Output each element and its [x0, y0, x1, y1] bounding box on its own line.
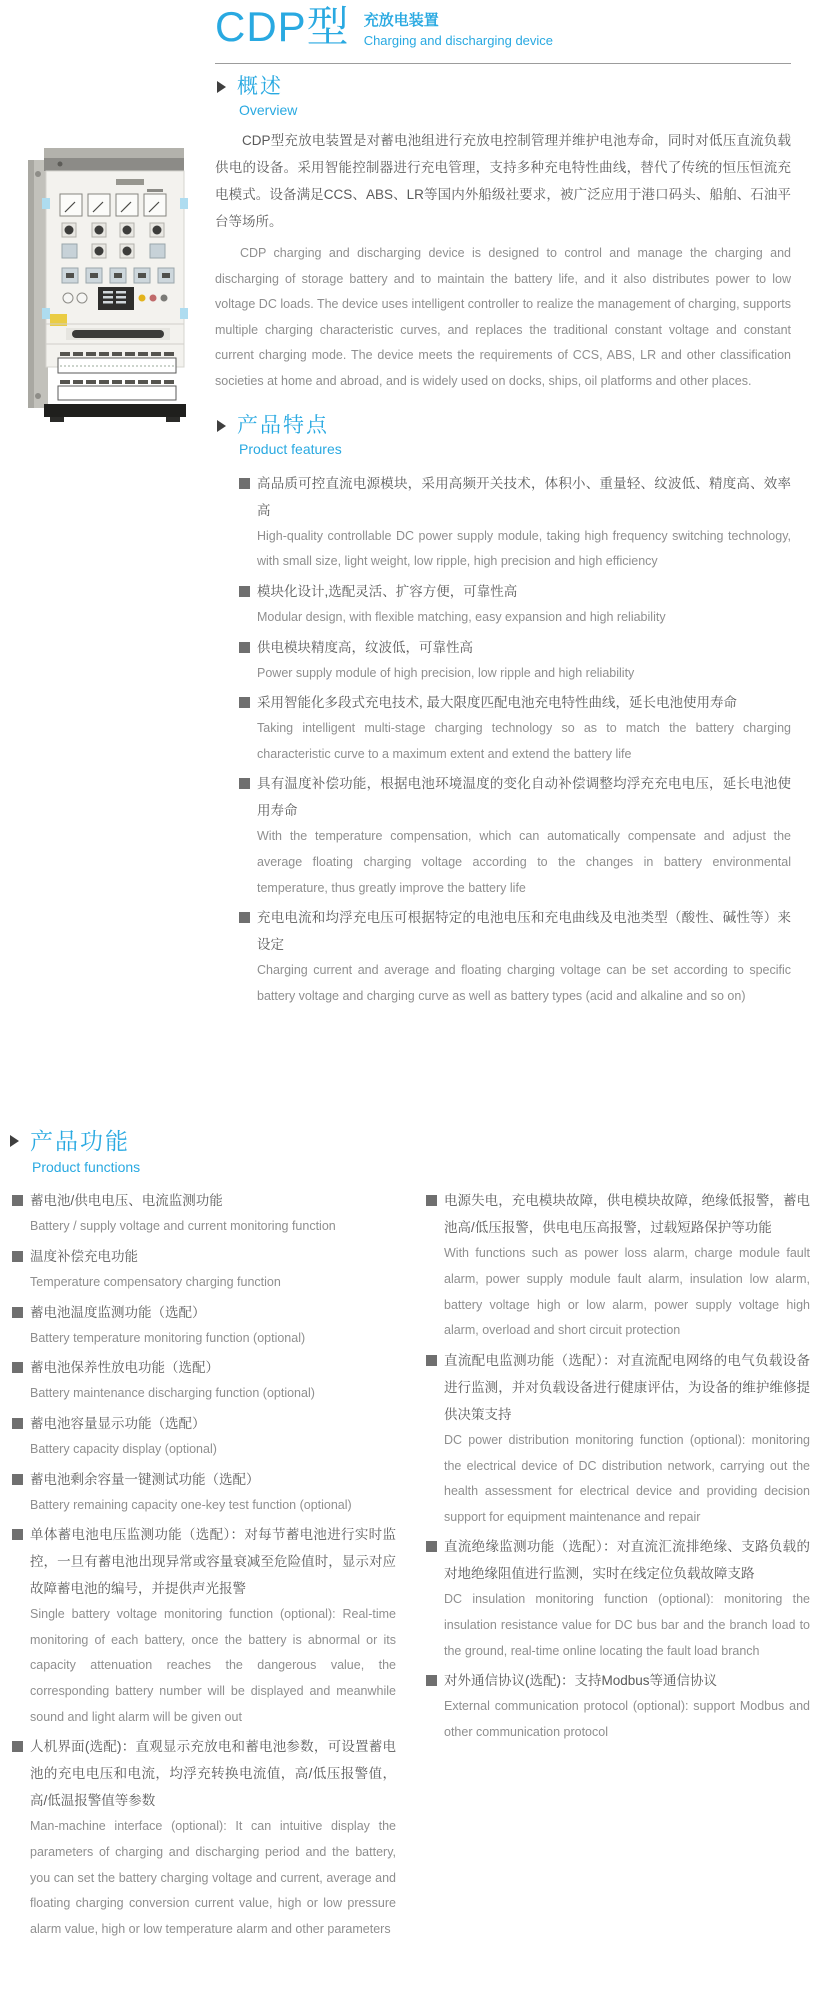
list-item-body — [30, 1521, 396, 1730]
square-bullet-icon — [426, 1541, 437, 1552]
square-bullet-icon — [12, 1195, 23, 1206]
product-title-block — [364, 12, 553, 49]
list-item-text-zh: 直流配电监测功能（选配）：对直流配电网络的电气负载设备进行监测，并对负载设备进行健康评估，为设备的维护维修提供决策支持 — [444, 1352, 810, 1422]
list-item — [12, 1521, 396, 1730]
list-item-text-zh: 直流绝缘监测功能（选配）：对直流汇流排绝缘、支路负载的对地绝缘阻值进行监测，实时在线定位负载故障支路 — [444, 1539, 810, 1582]
list-item-text-zh: 蓄电池保养性放电功能（选配） — [30, 1360, 219, 1376]
features-heading-en: Product features — [239, 440, 342, 457]
overview-paragraph-en: CDP charging and discharging device is designed to control and manage the charging and discharging of storage battery and to maintain the battery life, and it also distributes power to low voltage DC loads. The device uses intelligent controller to realize the management of charging, supports multiple charging characteristic curves, and replaces the traditional constant voltage and constant current charging mode. The device meets the requirements of CCS, ABS, LR and other classification societies at home and abroad, and is widely used on docks, ships, oil platforms and other places. — [215, 245, 791, 389]
list-item — [12, 1243, 396, 1296]
list-item-body — [444, 1187, 810, 1344]
list-item-text-en: Battery / supply voltage and current monitoring function — [30, 1219, 336, 1234]
list-item-text-en: Battery capacity display (optional) — [30, 1441, 217, 1456]
list-item-text-en: Taking intelligent multi-stage charging technology so as to match the battery charging characteristic curve to a maximum extent and extend the battery life — [257, 721, 791, 761]
product-model: CDP型 — [215, 3, 350, 50]
list-item-text-zh: 供电模块精度高，纹波低，可靠性高 — [257, 639, 473, 655]
cabinet-illustration — [20, 110, 190, 424]
product-title-en: Charging and discharging device — [363, 33, 554, 48]
triangle-right-icon — [217, 420, 226, 432]
list-item — [239, 470, 791, 575]
list-item-body — [257, 689, 791, 767]
list-item-text-zh: 人机界面(选配)：直观显示充放电和蓄电池参数，可设置蓄电池的充电电压和电流，均浮充转换电流值，高/低压报警值，高/低温报警值等参数 — [30, 1739, 396, 1809]
list-item — [239, 904, 791, 1009]
square-bullet-icon — [239, 478, 250, 489]
list-item-text-zh: 单体蓄电池电压监测功能（选配）：对每节蓄电池进行实时监控，一旦有蓄电池出现异常或容量衰减至危险值时，显示对应故障蓄电池的编号，并提供声光报警 — [30, 1527, 396, 1597]
list-item-body — [30, 1243, 396, 1296]
list-item-text-zh: 模块化设计,选配灵活、扩容方便，可靠性高 — [257, 583, 518, 599]
square-bullet-icon — [12, 1741, 23, 1752]
list-item-text-zh: 电源失电，充电模块故障，供电模块故障，绝缘低报警，蓄电池高/低压报警，供电电压高报警，过载短路保护等功能 — [444, 1193, 810, 1236]
list-item — [12, 1466, 396, 1519]
list-item — [239, 770, 791, 901]
list-item-text-zh: 蓄电池剩余容量一键测试功能（选配） — [30, 1471, 260, 1487]
square-bullet-icon — [12, 1474, 23, 1485]
list-item-text-en: Power supply module of high precision, low ripple and high reliability — [257, 665, 635, 680]
square-bullet-icon — [239, 586, 250, 597]
top-text-column — [215, 74, 791, 1010]
list-item-text-zh: 充电电流和均浮充电压可根据特定的电池电压和充电曲线及电池类型（酸性、碱性等）来设定 — [257, 910, 791, 953]
functions-section — [8, 1128, 820, 1942]
list-item-text-en: Single battery voltage monitoring function (optional): Real-time monitoring of each battery, once the battery is abnormal or its capacity attenuation reaches the dangerous value, the corresponding battery number will be displayed and meanwhile sound and light alarm will be given out — [30, 1607, 396, 1724]
list-item — [239, 578, 791, 631]
functions-list-right — [426, 1187, 810, 1745]
list-item — [426, 1347, 810, 1531]
square-bullet-icon — [426, 1195, 437, 1206]
overview-heading-zh: 概述 — [237, 75, 283, 98]
list-item-text-en: High-quality controllable DC power supply module, taking high frequency switching technology, with small size, light weight, low ripple, high precision and high efficiency — [257, 528, 791, 569]
list-item-text-en: Man-machine interface (optional): It can intuitive display the parameters of charging and discharging period and the battery, you can set the battery charging voltage and current, average and floating charging conversion current value, high or low pressure alarm value, high or low temperature alarm and other parameters — [30, 1819, 396, 1936]
list-item-text-zh: 蓄电池温度监测功能（选配） — [30, 1304, 206, 1320]
functions-list-left — [12, 1187, 396, 1942]
square-bullet-icon — [426, 1675, 437, 1686]
list-item — [12, 1354, 396, 1407]
overview-paragraph-zh: CDP型充放电装置是对蓄电池组进行充放电控制管理并维护电池寿命，同时对低压直流负载供电的设备。采用智能控制器进行充电管理，支持多种充电特性曲线，替代了传统的恒压恒流充电模式。设备满足CCS、ABS、LR等国内外船级社要求，被广泛应用于港口码头、船舶、石油平台等场所。 — [215, 132, 791, 229]
list-item-body — [444, 1347, 810, 1531]
list-item-text-zh: 温度补偿充电功能 — [30, 1249, 138, 1265]
list-item-body — [30, 1354, 396, 1407]
list-item — [239, 634, 791, 687]
list-item — [426, 1187, 810, 1344]
brand-header — [215, 4, 553, 50]
product-title-zh: 充放电装置 — [363, 12, 439, 29]
triangle-right-icon — [217, 81, 226, 93]
list-item-text-zh: 具有温度补偿功能，根据电池环境温度的变化自动补偿调整均浮充充电电压，延长电池使用寿命 — [257, 776, 791, 819]
square-bullet-icon — [239, 697, 250, 708]
list-item-body — [30, 1466, 396, 1519]
list-item-body — [257, 904, 791, 1009]
list-item-body — [257, 634, 791, 687]
list-item-text-en: External communication protocol (optional): support Modbus and other communication protocol — [444, 1699, 810, 1739]
functions-column-right — [422, 1183, 810, 1942]
list-item-body — [30, 1187, 396, 1240]
list-item-body — [444, 1667, 810, 1745]
list-item-body — [257, 470, 791, 575]
list-item — [239, 689, 791, 767]
list-item-text-en: Modular design, with flexible matching, easy expansion and high reliability — [257, 609, 666, 624]
list-item-text-en: Battery maintenance discharging function (optional) — [30, 1386, 315, 1401]
features-section-head — [215, 413, 791, 438]
features-heading-zh: 产品特点 — [237, 413, 329, 437]
list-item-text-en: Battery temperature monitoring function (optional) — [30, 1330, 306, 1345]
list-item-body — [257, 578, 791, 631]
square-bullet-icon — [239, 642, 250, 653]
list-item-text-zh: 对外通信协议(选配)：支持Modbus等通信协议 — [444, 1673, 718, 1689]
list-item — [12, 1733, 396, 1942]
list-item-text-zh: 蓄电池/供电电压、电流监测功能 — [30, 1193, 223, 1209]
features-list — [239, 470, 791, 1010]
list-item-text-en: Temperature compensatory charging function — [30, 1275, 281, 1290]
square-bullet-icon — [239, 912, 250, 923]
list-item — [12, 1299, 396, 1352]
square-bullet-icon — [12, 1418, 23, 1429]
list-item-body — [444, 1533, 810, 1664]
square-bullet-icon — [12, 1307, 23, 1318]
overview-heading-en: Overview — [239, 102, 298, 119]
list-item-body — [30, 1733, 396, 1942]
square-bullet-icon — [12, 1251, 23, 1262]
functions-section-head — [8, 1128, 820, 1156]
list-item — [12, 1187, 396, 1240]
functions-columns — [8, 1183, 820, 1942]
square-bullet-icon — [239, 778, 250, 789]
functions-heading-en: Product functions — [32, 1158, 141, 1175]
list-item — [12, 1410, 396, 1463]
square-bullet-icon — [426, 1355, 437, 1366]
list-item-text-en: DC insulation monitoring function (optional): monitoring the insulation resistance value for DC bus bar and the branch load to the ground, real-time online locating the fault load branch — [444, 1592, 810, 1658]
list-item-text-en: DC power distribution monitoring function (optional): monitoring the electrical device of DC distribution network, carrying out the health assessment for electrical device and providing decision support for equipment maintenance and repair — [444, 1432, 810, 1524]
header-divider — [215, 63, 791, 64]
list-item — [426, 1667, 810, 1745]
square-bullet-icon — [12, 1529, 23, 1540]
overview-section-head — [215, 74, 791, 99]
triangle-right-icon — [10, 1135, 19, 1147]
list-item-text-en: With the temperature compensation, which can automatically compensate and adjust the average floating charging voltage according to the changes in battery environmental temperature, thus greatly improve the battery life — [257, 829, 791, 895]
list-item-text-en: Battery remaining capacity one-key test function (optional) — [30, 1497, 352, 1512]
functions-heading-zh: 产品功能 — [30, 1128, 130, 1154]
list-item-text-zh: 高品质可控直流电源模块，采用高频开关技术，体积小、重量轻、纹波低、精度高、效率高 — [257, 475, 791, 518]
list-item-text-en: Charging current and average and floating charging voltage can be set according to specific battery voltage and charging curve as well as battery types (acid and alkaline and so on) — [257, 963, 791, 1003]
list-item-text-zh: 蓄电池容量显示功能（选配） — [30, 1415, 206, 1431]
list-item-body — [30, 1410, 396, 1463]
list-item — [426, 1533, 810, 1664]
functions-column-left — [8, 1183, 396, 1942]
list-item-text-en: With functions such as power loss alarm, charge module fault alarm, power supply module fault alarm, insulation low alarm, battery voltage high or low alarm, power supply voltage high alarm, overload and short circuit protection — [444, 1246, 810, 1338]
list-item-text-zh: 采用智能化多段式充电技术, 最大限度匹配电池充电特性曲线，延长电池使用寿命 — [257, 695, 738, 711]
square-bullet-icon — [12, 1362, 23, 1373]
cdp-cabinet-photo — [20, 110, 190, 424]
list-item-body — [30, 1299, 396, 1352]
list-item-body — [257, 770, 791, 901]
